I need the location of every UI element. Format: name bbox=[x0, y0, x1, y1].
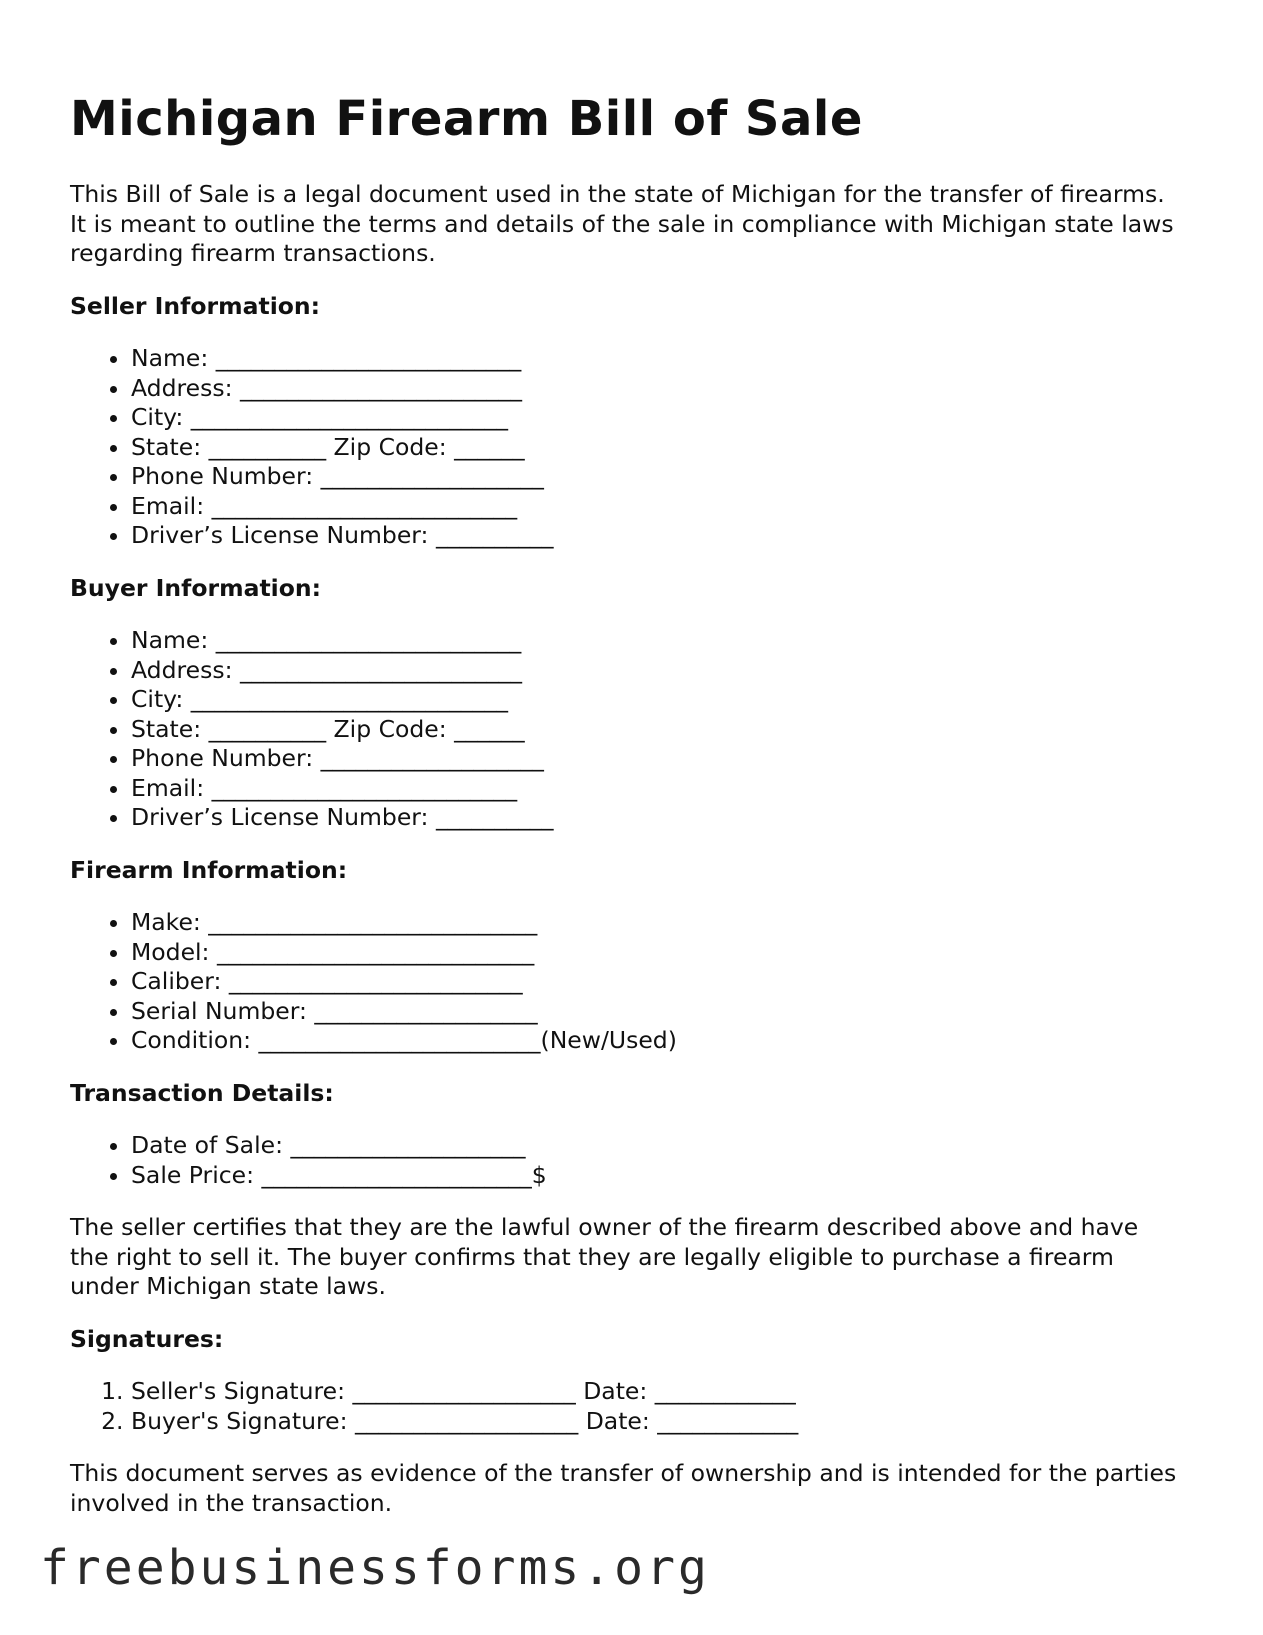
seller-state-zip-field: • State: __________ Zip Code: ______ bbox=[131, 433, 1180, 463]
buyer-address-field: • Address: ________________________ bbox=[131, 656, 1180, 686]
intro-paragraph: This Bill of Sale is a legal document used in the state of Michigan for the transfer of firearms. It is meant to outline the terms and details of the sale in compliance with Michigan state laws regarding firearm transactions. bbox=[70, 180, 1174, 267]
seller-license-field: • Driver’s License Number: __________ bbox=[131, 521, 1180, 551]
seller-phone-field: • Phone Number: ___________________ bbox=[131, 462, 1180, 492]
seller-city-field: • City: ___________________________ bbox=[131, 403, 1180, 433]
firearm-make-field: • Make: ____________________________ bbox=[131, 908, 1180, 938]
buyer-name-field: • Name: __________________________ bbox=[131, 626, 1180, 656]
seller-name-field: • Name: __________________________ bbox=[131, 344, 1180, 374]
buyer-heading: Buyer Information: bbox=[70, 573, 322, 602]
sale-price-field: • Sale Price: _______________________$ bbox=[131, 1161, 1180, 1191]
seller-signature-line: 1. Seller's Signature: ___________________ Date: ____________ bbox=[131, 1377, 1180, 1407]
firearm-model-field: • Model: ___________________________ bbox=[131, 938, 1180, 968]
closing-paragraph: This document serves as evidence of the transfer of ownership and is intended for the parties involved in the transaction. bbox=[70, 1459, 1177, 1517]
firearm-heading: Firearm Information: bbox=[70, 855, 348, 884]
buyer-license-field: • Driver’s License Number: __________ bbox=[131, 803, 1180, 833]
buyer-list bbox=[70, 626, 1180, 833]
buyer-signature-line: 2. Buyer's Signature: ___________________ Date: ____________ bbox=[131, 1407, 1180, 1437]
signatures-list bbox=[70, 1377, 1180, 1436]
page-title: Michigan Firearm Bill of Sale bbox=[70, 91, 863, 147]
certification-paragraph: The seller certifies that they are the lawful owner of the firearm described above and have the right to sell it. The buyer confirms that they are legally eligible to purchase a firearm under Michigan state laws. bbox=[70, 1213, 1139, 1300]
firearm-condition-field: • Condition: ________________________(New/Used) bbox=[131, 1026, 1180, 1056]
firearm-serial-field: • Serial Number: ___________________ bbox=[131, 997, 1180, 1027]
firearm-list bbox=[70, 908, 1180, 1056]
firearm-caliber-field: • Caliber: _________________________ bbox=[131, 967, 1180, 997]
buyer-email-field: • Email: __________________________ bbox=[131, 774, 1180, 804]
signatures-heading: Signatures: bbox=[70, 1324, 224, 1353]
transaction-heading: Transaction Details: bbox=[70, 1078, 334, 1107]
seller-email-field: • Email: __________________________ bbox=[131, 492, 1180, 522]
transaction-list bbox=[70, 1131, 1180, 1190]
seller-list bbox=[70, 344, 1180, 551]
seller-address-field: • Address: ________________________ bbox=[131, 374, 1180, 404]
buyer-phone-field: • Phone Number: ___________________ bbox=[131, 744, 1180, 774]
buyer-city-field: • City: ___________________________ bbox=[131, 685, 1180, 715]
sale-date-field: • Date of Sale: ____________________ bbox=[131, 1131, 1180, 1161]
buyer-state-zip-field: • State: __________ Zip Code: ______ bbox=[131, 715, 1180, 745]
document-page bbox=[70, 84, 1180, 1518]
watermark-text: freebusinessforms.org bbox=[40, 1540, 710, 1596]
seller-heading: Seller Information: bbox=[70, 291, 321, 320]
